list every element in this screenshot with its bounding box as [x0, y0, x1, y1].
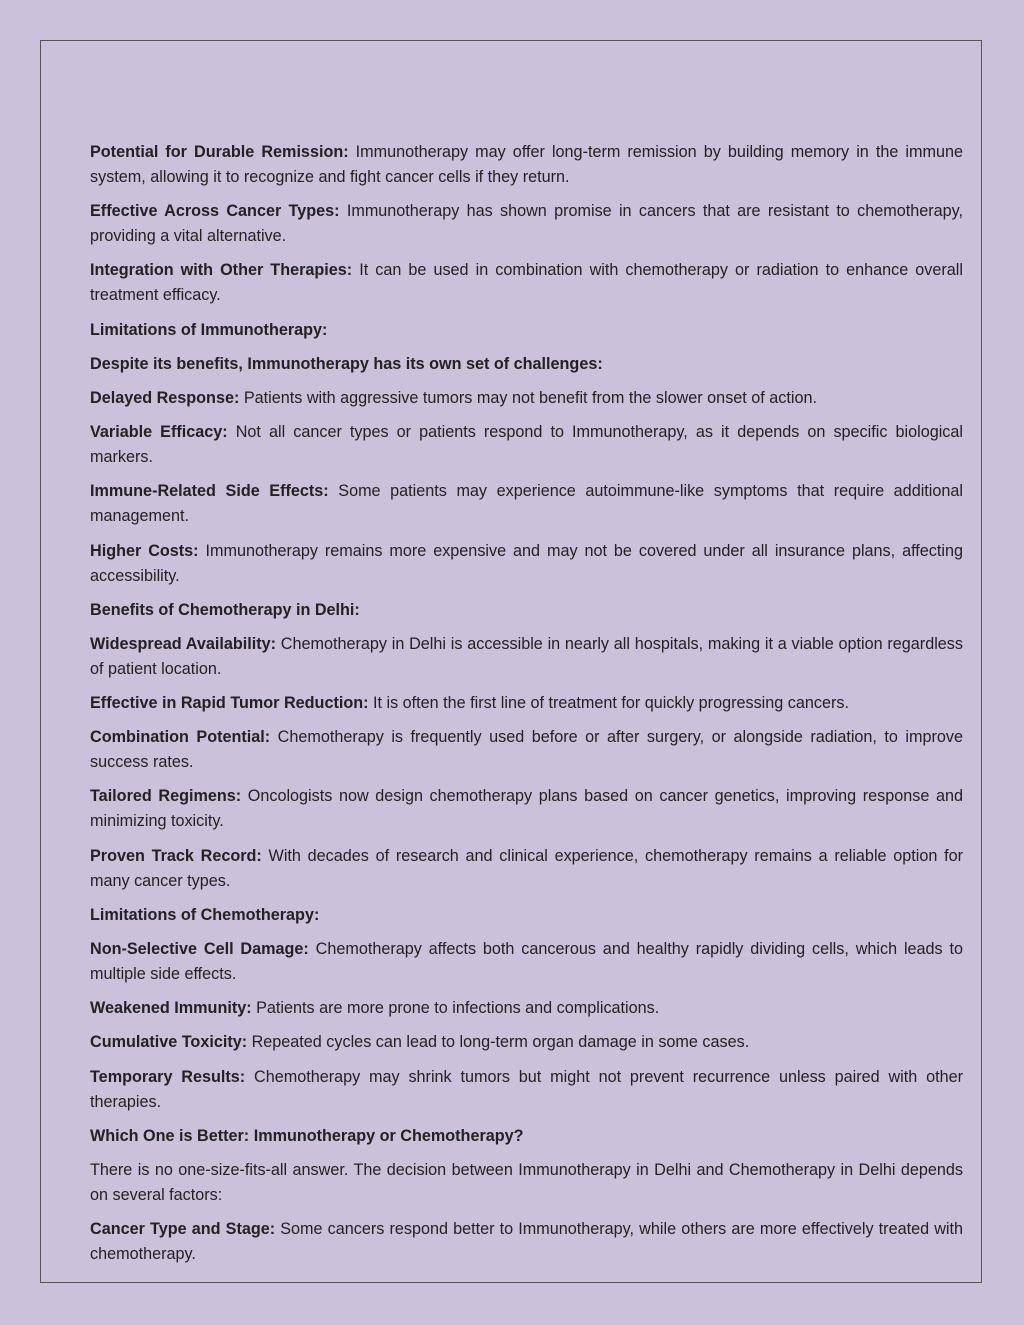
- paragraph-weakened-immunity: [90, 996, 963, 1021]
- paragraph-text: Immunotherapy may offer long-term remission by building memory in the immune system, allowing it to recognize and fight cancer cells if they return.: [90, 143, 963, 186]
- paragraph-lead: Delayed Response:: [90, 388, 240, 407]
- paragraph-lead: Tailored Regimens:: [90, 787, 242, 806]
- paragraph-immune-related-side-effects: [90, 479, 963, 529]
- paragraph-delayed-response: [90, 386, 963, 411]
- section-heading-limitations-chemotherapy: Limitations of Chemotherapy:: [90, 905, 320, 924]
- paragraph-no-one-size-fits-all: [90, 1158, 963, 1208]
- paragraph-lead: Potential for Durable Remission:: [90, 143, 349, 161]
- paragraph-lead: Cumulative Toxicity:: [90, 1033, 248, 1052]
- section-heading-benefits-chemotherapy: Benefits of Chemotherapy in Delhi:: [90, 600, 360, 619]
- paragraph-lead: Integration with Other Therapies:: [90, 261, 353, 280]
- paragraph-text: Chemotherapy affects both cancerous and healthy rapidly dividing cells, which leads to multiple side effects.: [90, 940, 963, 983]
- section-heading-which-one-better: Which One is Better: Immunotherapy or Chemotherapy?: [90, 1126, 524, 1145]
- paragraph-cumulative-toxicity: [90, 1030, 963, 1055]
- document-body: [90, 140, 963, 1276]
- paragraph-non-selective-cell-damage: [90, 937, 963, 987]
- paragraph-lead: Proven Track Record:: [90, 846, 262, 865]
- paragraph-text: Immunotherapy remains more expensive and may not be covered under all insurance plans, affecting accessibility.: [90, 541, 963, 585]
- paragraph-text: It is often the first line of treatment for quickly progressing cancers.: [368, 694, 849, 713]
- paragraph-lead: Variable Efficacy:: [90, 423, 228, 442]
- paragraph-lead: Non-Selective Cell Damage:: [90, 940, 309, 958]
- paragraph-text: Some cancers respond better to Immunotherapy, while others are more effectively treated with chemotherapy.: [90, 1220, 963, 1264]
- paragraph-durable-remission: [90, 140, 963, 190]
- paragraph-temporary-results: [90, 1065, 963, 1115]
- paragraph-rapid-tumor-reduction: [90, 691, 963, 716]
- section-heading-despite-benefits: Despite its benefits, Immunotherapy has its own set of challenges:: [90, 354, 603, 373]
- paragraph-proven-track-record: [90, 844, 963, 894]
- paragraph-text: Immunotherapy has shown promise in cancers that are resistant to chemotherapy, providing a vital alternative.: [90, 202, 963, 246]
- paragraph-lead: Widespread Availability:: [90, 634, 277, 653]
- paragraph-lead: Higher Costs:: [90, 541, 199, 560]
- paragraph-lead: Cancer Type and Stage:: [90, 1220, 276, 1239]
- paragraph-widespread-availability: [90, 632, 963, 682]
- paragraph-lead: Weakened Immunity:: [90, 999, 252, 1018]
- paragraph-text: There is no one-size-fits-all answer. The decision between Immunotherapy in Delhi and Chemotherapy in Delhi depends on several factors:: [90, 1160, 963, 1204]
- paragraph-text: Not all cancer types or patients respond to Immunotherapy, as it depends on specific biological markers.: [90, 423, 964, 467]
- paragraph-text: Some patients may experience autoimmune-like symptoms that require additional management.: [90, 482, 963, 526]
- paragraph-text: Oncologists now design chemotherapy plans based on cancer genetics, improving response and minimizing toxicity.: [90, 787, 963, 831]
- paragraph-text: Patients with aggressive tumors may not benefit from the slower onset of action.: [239, 388, 817, 407]
- paragraph-tailored-regimens: [90, 784, 963, 834]
- paragraph-higher-costs: [90, 539, 963, 589]
- paragraph-text: Repeated cycles can lead to long-term organ damage in some cases.: [247, 1033, 750, 1052]
- paragraph-text: With decades of research and clinical experience, chemotherapy remains a reliable option for many cancer types.: [90, 846, 963, 890]
- paragraph-cancer-type-and-stage: [90, 1217, 963, 1267]
- paragraph-variable-efficacy: [90, 420, 963, 470]
- paragraph-lead: Combination Potential:: [90, 728, 271, 747]
- paragraph-text: Chemotherapy in Delhi is accessible in nearly all hospitals, making it a viable option regardless of patient location.: [90, 634, 963, 678]
- paragraph-lead: Effective Across Cancer Types:: [90, 202, 340, 221]
- paragraph-effective-across-cancer-types: [90, 199, 963, 249]
- paragraph-combination-potential: [90, 725, 963, 775]
- paragraph-integration-other-therapies: [90, 258, 963, 308]
- paragraph-text: Chemotherapy may shrink tumors but might not prevent recurrence unless paired with other therapies.: [90, 1067, 963, 1111]
- section-heading-limitations-immunotherapy: Limitations of Immunotherapy:: [90, 320, 328, 339]
- paragraph-lead: Effective in Rapid Tumor Reduction:: [90, 694, 369, 713]
- paragraph-lead: Immune-Related Side Effects:: [90, 482, 329, 501]
- paragraph-text: Patients are more prone to infections and complications.: [251, 999, 660, 1018]
- paragraph-lead: Temporary Results:: [90, 1067, 246, 1086]
- paragraph-text: Chemotherapy is frequently used before or after surgery, or alongside radiation, to improve success rates.: [90, 728, 963, 772]
- paragraph-text: It can be used in combination with chemotherapy or radiation to enhance overall treatment efficacy.: [90, 261, 963, 305]
